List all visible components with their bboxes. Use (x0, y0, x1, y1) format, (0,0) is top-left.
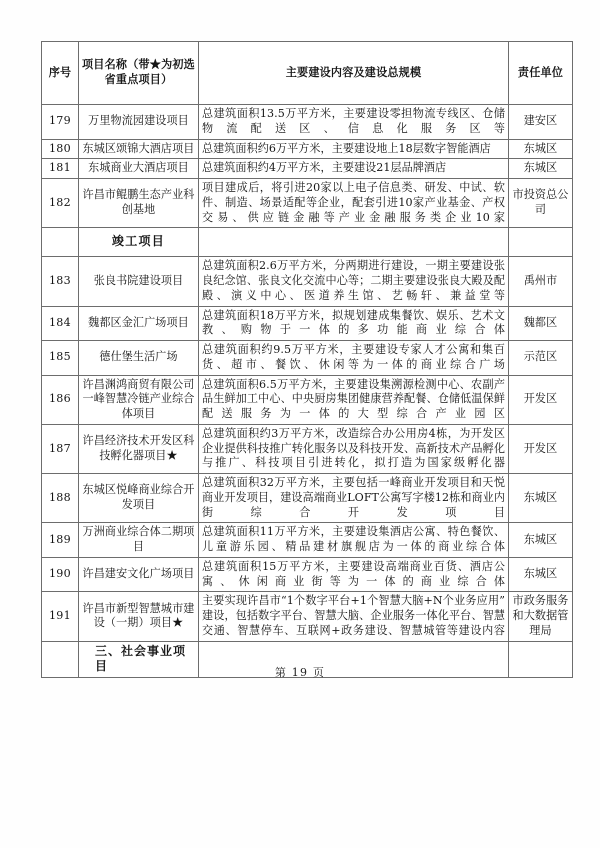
cell-seq: 187 (42, 424, 79, 473)
cell-seq: 185 (42, 341, 79, 376)
cell-project-name: 许昌市新型智慧城市建设（一期）项目★ (79, 592, 199, 641)
cell-seq: 184 (42, 306, 79, 341)
cell-seq: 186 (42, 375, 79, 424)
cell-project-name: 魏都区金汇广场项目 (79, 306, 199, 341)
cell-project-name: 东城区颂锦大酒店项目 (79, 139, 199, 159)
cell-seq: 179 (42, 105, 79, 140)
cell-build-content: 项目建成后，将引进20家以上电子信息类、研发、中试、软件、制造、场景适配等企业，配套引进10家产业基金、产权交易、供应链金融等产业金融服务类企业10家 (199, 179, 509, 228)
cell-build-content: 总建筑面积约3万平方米，改造综合办公用房4栋，为开发区企业提供科技推广转化服务以及科技开发、高新技术产品孵化与推广、科技项目引进转化，拟打造为国家级孵化器 (199, 424, 509, 473)
column-header-seq: 序号 (42, 42, 79, 105)
cell-seq: 191 (42, 592, 79, 641)
table-row (42, 341, 573, 376)
cell-seq: 182 (42, 179, 79, 228)
cell-project-name: 德仕堡生活广场 (79, 341, 199, 376)
cell-seq: 181 (42, 159, 79, 179)
project-table (41, 41, 573, 678)
cell-project-name: 许昌渊鸿商贸有限公司一峰智慧冷链产业综合体项目 (79, 375, 199, 424)
cell-project-name: 东城区悦峰商业综合开发项目 (79, 474, 199, 523)
cell-responsible-unit: 示范区 (509, 341, 573, 376)
cell-build-content: 总建筑面积2.6万平方米，分两期进行建设，一期主要建设张良纪念馆、张良文化交流中心等；二期主要建设张良大殿及配殿、演义中心、医道养生馆、艺畅轩、兼益堂等 (199, 257, 509, 306)
table-row (42, 474, 573, 523)
section-title: 三、社会事业项目 (79, 641, 199, 678)
cell-project-name: 许昌建安文化广场项目 (79, 557, 199, 592)
cell-responsible-unit: 开发区 (509, 375, 573, 424)
cell-build-content: 总建筑面积约9.5万平方米，主要建设专家人才公寓和集百货、超市、餐饮、休闲等为一体的商业综合广场 (199, 341, 509, 376)
cell-build-content: 总建筑面积15万平方米，主要建设高端商业百货、酒店公寓、休闲商业街等为一体的商业综合体 (199, 557, 509, 592)
cell-build-content: 总建筑面积13.5万平方米，主要建设零担物流专线区、仓储物流配送区、信息化服务区等 (199, 105, 509, 140)
project-table-body (42, 42, 573, 678)
table-row (42, 306, 573, 341)
cell-build-content: 主要实现许昌市“1个数字平台+1个智慧大脑+N个业务应用”建设，包括数字平台、智慧大脑、企业服务一体化平台、智慧交通、智慧停车、互联网+政务建设、智慧城管等建设内容 (199, 592, 509, 641)
table-row (42, 257, 573, 306)
section-title: 竣工项目 (79, 228, 199, 257)
cell-responsible-unit: 开发区 (509, 424, 573, 473)
table-row (42, 159, 573, 179)
section-seq-blank (42, 228, 79, 257)
column-header-unit: 责任单位 (509, 42, 573, 105)
column-header-name: 项目名称（带★为初选省重点项目） (79, 42, 199, 105)
cell-build-content: 总建筑面积6.5万平方米，主要建设集溯源检测中心、农副产品生鲜加工中心、中央厨房集团健康营养配餐、仓储低温保鲜配送服务为一体的大型综合产业园区 (199, 375, 509, 424)
cell-seq: 188 (42, 474, 79, 523)
cell-project-name: 万洲商业综合体二期项目 (79, 523, 199, 558)
cell-responsible-unit: 魏都区 (509, 306, 573, 341)
cell-build-content: 总建筑面积18万平方米，拟规划建成集餐饮、娱乐、艺术文教、购物于一体的多功能商业综合体 (199, 306, 509, 341)
table-row (42, 139, 573, 159)
cell-build-content: 总建筑面积约6万平方米，主要建设地上18层数字智能酒店 (199, 139, 509, 159)
cell-build-content: 总建筑面积11万平方米，主要建设集酒店公寓、特色餐饮、儿童游乐园、精品建材旗舰店为一体的商业综合体 (199, 523, 509, 558)
cell-project-name: 张良书院建设项目 (79, 257, 199, 306)
cell-seq: 190 (42, 557, 79, 592)
table-row (42, 105, 573, 140)
cell-project-name: 东城商业大酒店项目 (79, 159, 199, 179)
cell-project-name: 许昌经济技术开发区科技孵化器项目★ (79, 424, 199, 473)
page-footer: 第 19 页 (274, 666, 326, 679)
section-unit-blank (509, 228, 573, 257)
section-content-blank (199, 228, 509, 257)
table-header-row (42, 42, 573, 105)
cell-build-content: 总建筑面积32万平方米，主要包括一峰商业开发项目和天悦商业开发项目，建设高端商业LOFT公寓写字楼12栋和商业内街综合开发项目 (199, 474, 509, 523)
cell-responsible-unit: 东城区 (509, 557, 573, 592)
cell-build-content: 总建筑面积约4万平方米，主要建设21层品牌酒店 (199, 159, 509, 179)
cell-responsible-unit: 禹州市 (509, 257, 573, 306)
table-row (42, 523, 573, 558)
cell-responsible-unit: 东城区 (509, 523, 573, 558)
cell-responsible-unit: 东城区 (509, 139, 573, 159)
cell-responsible-unit: 市政务服务和大数据管理局 (509, 592, 573, 641)
table-row (42, 592, 573, 641)
cell-seq: 180 (42, 139, 79, 159)
cell-responsible-unit: 东城区 (509, 159, 573, 179)
cell-seq: 189 (42, 523, 79, 558)
table-section-row (42, 228, 573, 257)
cell-responsible-unit: 建安区 (509, 105, 573, 140)
cell-responsible-unit: 市投资总公司 (509, 179, 573, 228)
cell-project-name: 许昌市鲲鹏生态产业科创基地 (79, 179, 199, 228)
table-row (42, 557, 573, 592)
cell-seq: 183 (42, 257, 79, 306)
cell-project-name: 万里物流园建设项目 (79, 105, 199, 140)
table-row (42, 424, 573, 473)
table-row (42, 375, 573, 424)
cell-responsible-unit: 东城区 (509, 474, 573, 523)
column-header-content: 主要建设内容及建设总规模 (199, 42, 509, 105)
table-row (42, 179, 573, 228)
project-table-container (41, 41, 572, 678)
